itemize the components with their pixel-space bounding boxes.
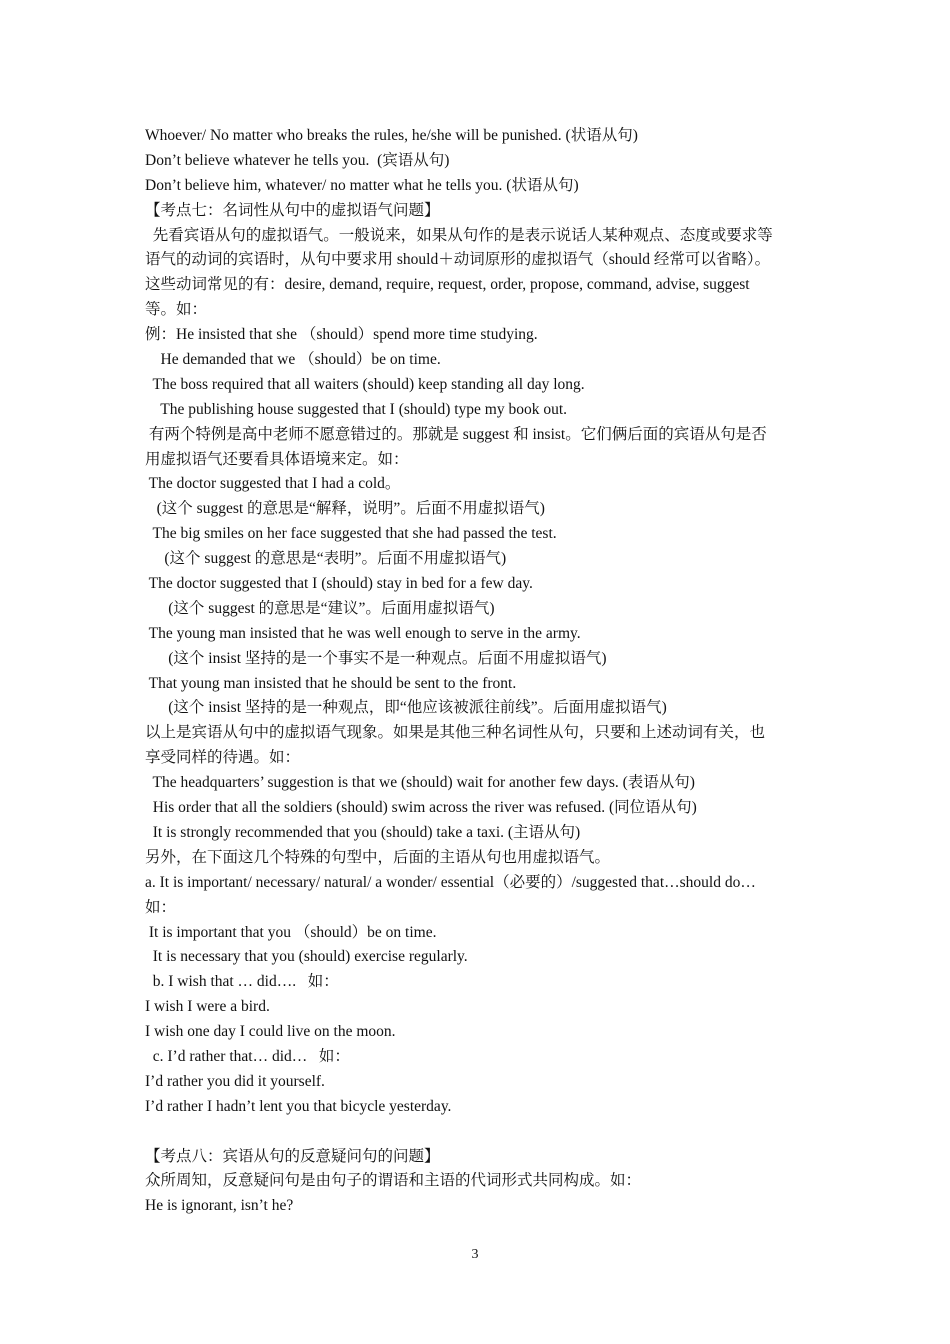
explanation-line: (这个 suggest 的意思是“表明”。后面不用虚拟语气): [145, 550, 507, 568]
text-line: Whoever/ No matter who breaks the rules, he/she will be punished. (状语从句): [145, 127, 638, 144]
text-line: 如：: [145, 898, 177, 916]
text-line: b. I wish that … did…. 如：: [145, 973, 339, 991]
text-line: 众所周知，反意疑问句是由句子的谓语和主语的代词形式共同构成。如：: [145, 1172, 642, 1190]
example-line: The boss required that all waiters (should) keep standing all day long.: [145, 375, 585, 393]
example-line: The headquarters’ suggestion is that we (should) wait for another few days. (表语从句): [145, 774, 695, 792]
explanation-line: (这个 suggest 的意思是“建议”。后面用虚拟语气): [145, 599, 495, 617]
text-line: c. I’d rather that… did… 如：: [145, 1047, 350, 1065]
example-line: The publishing house suggested that I (should) type my book out.: [145, 400, 568, 418]
blank-line: [145, 1120, 810, 1145]
text-line: 另外，在下面这几个特殊的句型中，后面的主语从句也用虚拟语气。: [145, 848, 611, 866]
example-line: It is important that you （should）be on time.: [145, 923, 437, 941]
text-line: 享受同样的待遇。如：: [145, 749, 301, 767]
document-body: [145, 124, 810, 1219]
example-line: The doctor suggested that I (should) stay in bed for a few day.: [145, 575, 533, 593]
text-line: Don’t believe whatever he tells you. (宾语从句): [145, 151, 450, 169]
text-line: 等。如：: [145, 301, 208, 319]
example-line: It is necessary that you (should) exercise regularly.: [145, 948, 468, 966]
text-line: 用虚拟语气还要看具体语境来定。如：: [145, 450, 409, 468]
example-line: 例：He insisted that she （should）spend more time studying.: [145, 326, 538, 344]
example-line: He is ignorant, isn’t he?: [145, 1197, 294, 1215]
section-heading-8: 【考点八：宾语从句的反意疑问句的问题】: [145, 1147, 440, 1165]
text-line: 这些动词常见的有：desire, demand, require, request, order, propose, command, advise, suggest: [145, 276, 750, 294]
example-line: I’d rather I hadn’t lent you that bicycle yesterday.: [145, 1097, 452, 1115]
explanation-line: (这个 insist 坚持的是一个事实不是一种观点。后面不用虚拟语气): [145, 649, 607, 667]
text-line: a. It is important/ necessary/ natural/ a wonder/ essential（必要的）/suggested that…should do…: [145, 873, 756, 891]
text-line: 以上是宾语从句中的虚拟语气现象。如果是其他三种名词性从句，只要和上述动词有关，也: [145, 724, 766, 742]
example-line: I’d rather you did it yourself.: [145, 1072, 325, 1090]
example-line: It is strongly recommended that you (should) take a taxi. (主语从句): [145, 823, 581, 841]
text-line: Don’t believe him, whatever/ no matter what he tells you. (状语从句): [145, 176, 579, 194]
text-line: 先看宾语从句的虚拟语气。一般说来，如果从句作的是表示说话人某种观点、态度或要求等: [145, 226, 773, 244]
explanation-line: (这个 suggest 的意思是“解释，说明”。后面不用虚拟语气): [145, 500, 545, 518]
example-line: The young man insisted that he was well enough to serve in the army.: [145, 624, 581, 642]
example-line: I wish one day I could live on the moon.: [145, 1023, 396, 1041]
example-line: The big smiles on her face suggested that she had passed the test.: [145, 525, 557, 543]
example-line: His order that all the soldiers (should) swim across the river was refused. (同位语从句): [145, 799, 697, 817]
text-line: 有两个特例是高中老师不愿意错过的。那就是 suggest 和 insist。它们俩后面的宾语从句是否: [145, 425, 767, 443]
page-number: 3: [471, 1247, 479, 1262]
section-heading-7: 【考点七：名词性从句中的虚拟语气问题】: [145, 201, 440, 219]
example-line: I wish I were a bird.: [145, 998, 270, 1016]
example-line: The doctor suggested that I had a cold。: [145, 475, 401, 493]
explanation-line: (这个 insist 坚持的是一种观点，即“他应该被派往前线”。后面用虚拟语气): [145, 699, 667, 717]
example-line: That young man insisted that he should be sent to the front.: [145, 674, 517, 692]
text-line: 语气的动词的宾语时，从句中要求用 should＋动词原形的虚拟语气（should 经常可以省略）。: [145, 251, 771, 269]
example-line: He demanded that we （should）be on time.: [145, 351, 441, 369]
